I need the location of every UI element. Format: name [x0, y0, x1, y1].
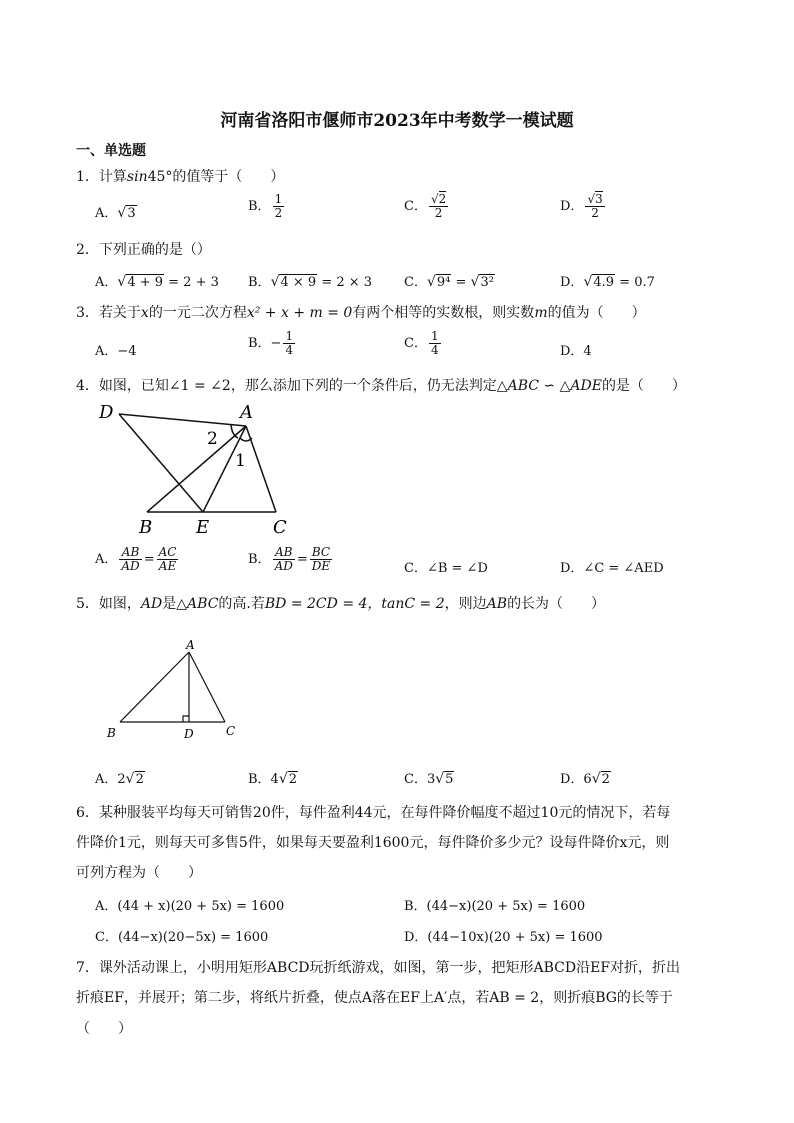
q2-option-c[interactable]: C．√9⁴ = √3²: [404, 274, 494, 290]
q4-option-c[interactable]: C．∠B = ∠D: [404, 561, 488, 576]
q6-option-c[interactable]: C．(44−x)(20−5x) = 1600: [95, 930, 269, 945]
fig5-label-a: A: [186, 638, 195, 652]
q1-option-a[interactable]: A．√3: [95, 205, 136, 221]
q3-option-d[interactable]: D．4: [560, 344, 592, 359]
q5-option-d[interactable]: D．6√2: [560, 771, 610, 787]
q3-option-c[interactable]: C． $\frac{1}{4}$: [404, 329, 439, 358]
q6-option-a[interactable]: A．(44 + x)(20 + 5x) = 1600: [95, 899, 285, 914]
question-5-stem: 5．如图，AD是△ABC的高.若BD = 2CD = 4，tanC = 2，则边AB的长为（ ）: [76, 596, 606, 612]
fig4-label-angle1: 1: [235, 451, 246, 471]
fig4-label-d: D: [99, 402, 114, 423]
question-7-line-3: （ ）: [76, 1021, 132, 1037]
question-4-stem: 4．如图，已知∠1 = ∠2，那么添加下列的一个条件后，仍无法判定△ABC ∽ △ADE的是（ ）: [76, 378, 686, 394]
fig4-label-e: E: [196, 517, 210, 538]
q1-option-c[interactable]: C． $\frac{√2}{2}$: [404, 192, 447, 221]
fig4-label-angle2: 2: [207, 429, 218, 449]
q2-option-d[interactable]: D．√4.9 = 0.7: [560, 274, 655, 290]
q4-option-d[interactable]: D．∠C = ∠AED: [560, 561, 664, 576]
q3-option-a[interactable]: A．−4: [95, 344, 137, 359]
fig4-label-c: C: [273, 517, 287, 538]
section-heading: 一、单选题: [76, 143, 146, 159]
question-2-stem: 2．下列正确的是（）: [76, 242, 211, 258]
q3-option-b[interactable]: B．− $\frac{1}{4}$: [248, 329, 294, 358]
q5-option-b[interactable]: B．4√2: [248, 771, 298, 787]
fig4-label-b: B: [139, 517, 153, 538]
q5-option-c[interactable]: C．3√5: [404, 771, 454, 787]
page-title: 河南省洛阳市偃师市2023年中考数学一模试题: [220, 111, 574, 131]
fig5-label-d: D: [184, 727, 194, 741]
fig4-label-a: A: [240, 402, 253, 423]
q1-option-b[interactable]: B． $\frac{1}{2}$: [248, 192, 283, 221]
q6-option-b[interactable]: B．(44−x)(20 + 5x) = 1600: [404, 899, 586, 914]
q4-option-b[interactable]: B． $\frac{AB}{AD}$ = $\frac{BC}{DE}$: [248, 545, 331, 574]
q6-option-d[interactable]: D．(44−10x)(20 + 5x) = 1600: [404, 930, 603, 945]
question-7-line-2: 折痕EF，并展开；第二步，将纸片折叠，使点A落在EF上A′点，若AB = 2，则折痕BG的长等于: [76, 990, 673, 1006]
fig5-label-c: C: [226, 724, 236, 738]
q4-figure: [95, 398, 305, 540]
question-7-line-1: 7．课外活动课上，小明用矩形ABCD玩折纸游戏，如图，第一步，把矩形ABCD沿EF对折，折出: [76, 960, 681, 976]
q1-option-d[interactable]: D． $\frac{√3}{2}$: [560, 192, 603, 221]
q2-option-b[interactable]: B．√4 × 9 = 2 × 3: [248, 274, 373, 290]
question-6-line-2: 件降价1元，则每天可多售5件，如果每天要盈利1600元，每件降价多少元？设每件降价x元，则: [76, 835, 670, 851]
fig5-label-b: B: [107, 726, 116, 740]
question-3-stem: 3．若关于x的一元二次方程x² + x + m = 0有两个相等的实数根，则实数m的值为（ ）: [76, 305, 646, 321]
question-6-line-1: 6．某种服装平均每天可销售20件，每件盈利44元，在每件降价幅度不超过10元的情况下，若每: [76, 805, 671, 821]
q5-figure: [100, 636, 250, 746]
q4-option-a[interactable]: A． $\frac{AB}{AD}$ = $\frac{AC}{AE}$: [95, 545, 177, 574]
q2-option-a[interactable]: A．√4 + 9 = 2 + 3: [95, 274, 219, 290]
q5-option-a[interactable]: A．2√2: [95, 771, 144, 787]
question-1-stem: 1．计算sin45°的值等于（ ）: [76, 169, 285, 185]
question-6-line-3: 可列方程为（ ）: [76, 865, 202, 881]
